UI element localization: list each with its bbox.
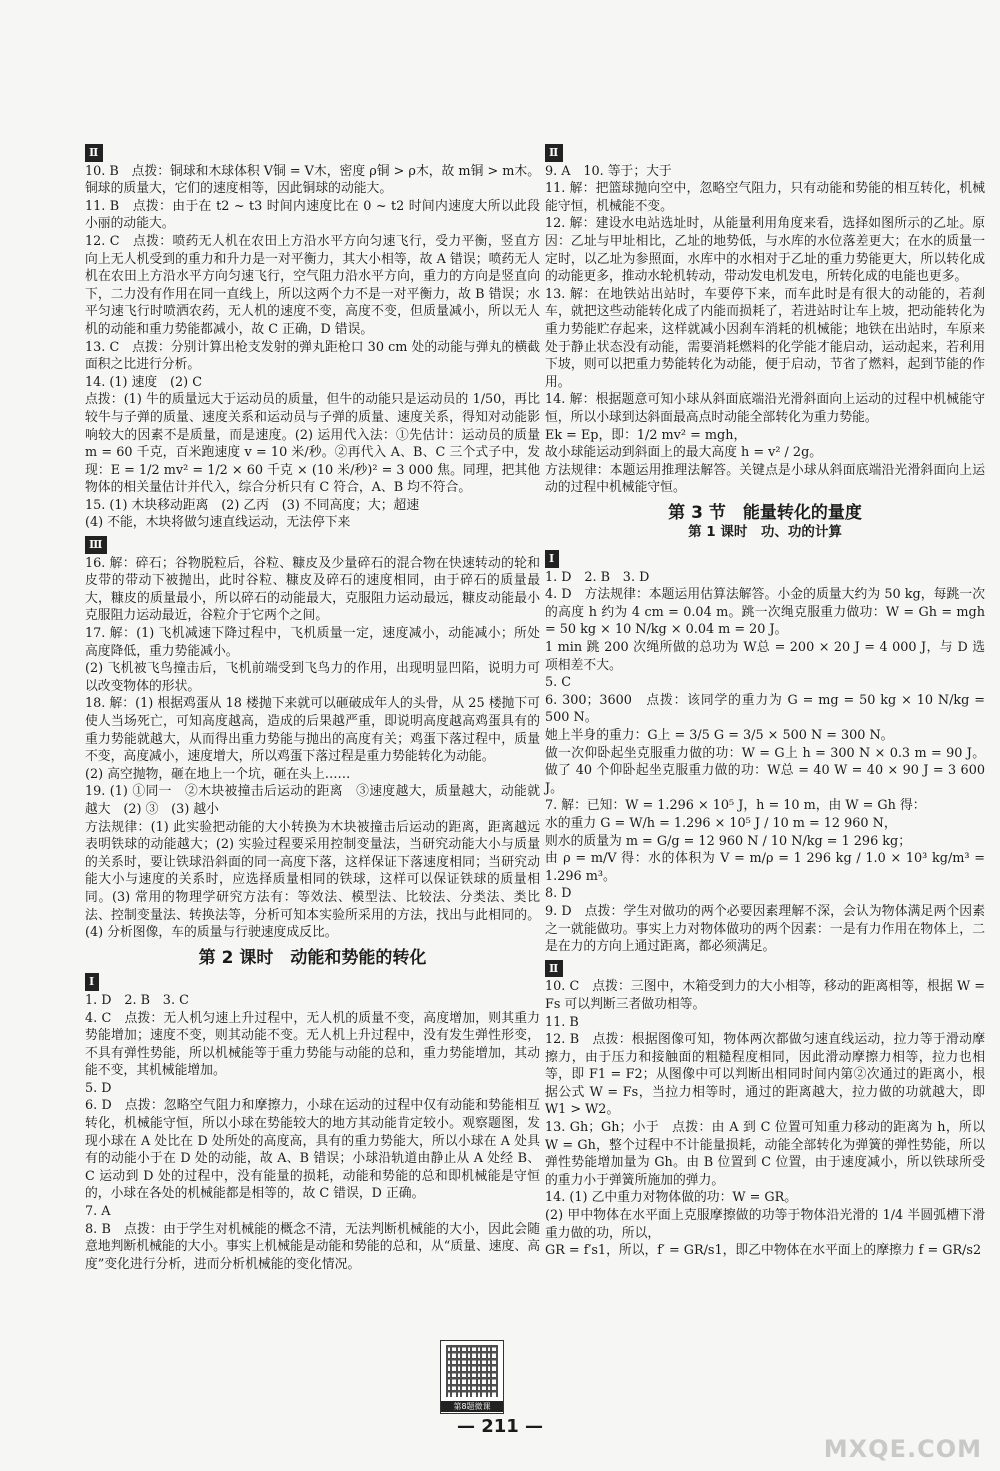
answer-item: 8. B 点拨：由于学生对机械能的概念不清，无法判断机械能的大小，因此会随意地判断机械能的大小。事实上机械能是动能和势能的总和，从“质量、速度、高度”变化进行分析，进而分析机械能的变化情况。 [85, 1221, 540, 1272]
level-marker: Ⅰ [545, 550, 559, 568]
answer-item: 16. 解：碎石；谷物脱粒后，谷粒、糠皮及少量碎石的混合物在快速转动的轮和皮带的带动下被抛出，此时谷粒、糠皮及碎石的速度相同，由于碎石的质量最大，糠皮的质量最小，所以碎石的动能最大，克服阻力运动最远，糠皮动能最小克服阻力运动最近，谷粒介于它两个之间。 [85, 555, 540, 624]
answer-item: (2) 甲中物体在水平面上克服摩擦做的功等于物体沿光滑的 1/4 半圆弧槽下滑重力做的功，所以， [545, 1208, 985, 1241]
qr-code[interactable] [440, 1340, 504, 1414]
answer-item: (4) 不能，木块将做匀速直线运动，无法停下来 [85, 515, 351, 531]
answer-item: 点拨：(1) 牛的质量远大于运动员的质量，但牛的动能只是运动员的 1/50，再比较牛与子弹的质量、速度关系和运动员与子弹的质量、速度关系，得知对动能影响较大的因素不是质量，而是速度。(2) 运用代入法：①先估计：运动员的质量 m = 60 千克，百米跑速度 v = 10 米/秒。②再代入 A、B、C 三个式子中，发现：E = 1/2 mv² = 1/2 × 60 千克 × (10 米/秒)² = 3 000 焦。同理，把其他物体的相关量估计并代入，综合分析只有 C 符合，A、B 均不符合。 [85, 392, 540, 496]
answer-item: 12. B 点拨：根据图像可知，物体两次都做匀速直线运动，拉力等于滑动摩擦力，由于压力和接触面的粗糙程度相同，因此滑动摩擦力相等，拉力也相等，即 F1 = F2；从图像中可以判断出相同时间内第②次通过的距离小，根据公式 W = Fs，当拉力相等时，通过的距离越大，拉力做的功就越大，即 W1 > W2。 [545, 1032, 985, 1118]
answer-item: 方法规律：(1) 此实验把动能的大小转换为木块被撞击后运动的距离，距离越远表明铁球的动能越大；(2) 实验过程要采用控制变量法，当研究动能大小与质量的关系时，要让铁球沿斜面的同一高度下落，这样保证下落速度相同；当研究动能大小与速度的关系时，应选择质量相同的铁球，这样可以保证铁球的质量相同。(3) 常用的物理学研究方法有：等效法、模型法、比较法、分类法、类比法、控制变量法、转换法等，分析可知本实验所采用的方法，找出与此相同的。(4) 分析图像，车的质量与行驶速度成反比。 [85, 819, 540, 941]
level-marker: Ⅱ [85, 144, 103, 162]
answer-item: 11. B [545, 1014, 579, 1030]
answer-item: 11. B 点拨：由于在 t2 ~ t3 时间内速度比在 0 ~ t2 时间内速度大所以此段小丽的动能大。 [85, 198, 540, 232]
answer-item: (2) 飞机被飞鸟撞击后，飞机前端受到飞鸟力的作用，出现明显凹陷，说明力可以改变物体的形状。 [85, 661, 540, 694]
answer-item: 13. 解：在地铁站出站时，车要停下来，而车此时是有很大的动能的，若刹车，就把这些动能转化成了内能而损耗了，若进站时让车上坡，把动能转化为重力势能贮存起来，这样就减小因刹车消耗的机械能；地铁在出站时，车原来处于静止状态没有动能，需要消耗燃料的化学能才能启动，运动起来，若利用下坡，则可以把重力势能转化为动能，便于启动，节省了燃料，起到节能的作用。 [545, 286, 985, 390]
answer-item: 13. C 点拨：分别计算出枪支发射的弹丸距枪口 30 cm 处的动能与弹丸的横截面积之比进行分析。 [85, 339, 540, 373]
answer-item: 14. (1) 速度 (2) C [85, 374, 202, 390]
level-marker: Ⅰ [85, 973, 99, 991]
answer-item: 14. 解：根据题意可知小球从斜面底端沿光滑斜面向上运动的过程中机械能守恒，所以小球到达斜面最高点时动能全部转化为重力势能。 [545, 392, 985, 425]
answer-item: 9. D 点拨：学生对做功的两个必要因素理解不深，会认为物体满足两个因素之一就能做功。事实上力对物体做功的两个因素：一是有力作用在物体上，二是在力的方向上通过距离，都必须满足。 [545, 903, 985, 955]
level-marker: Ⅱ [545, 960, 563, 978]
answer-item: 19. (1) ①同一 ②木块被撞击后运动的距离 ③速度越大，质量越大，动能就越大 (2) ③ (3) 越小 [85, 784, 540, 817]
answer-item: 方法规律：本题运用推理法解答。关键点是小球从斜面底端沿光滑斜面向上运动的过程中机械能守恒。 [545, 462, 985, 496]
section-heading: 第 2 课时 动能和势能的转化 [198, 947, 427, 968]
qr-caption: 第8题微课 [441, 1401, 503, 1412]
answer-item: 7. A [85, 1204, 111, 1220]
answer-item: Ek = Ep，即：1/2 mv² = mgh， [545, 427, 747, 443]
right-column [545, 140, 985, 1260]
section-heading: 第 3 节 能量转化的量度 [668, 502, 862, 523]
lesson-heading: 第 1 课时 功、功的计算 [688, 524, 842, 541]
level-marker: Ⅲ [85, 536, 107, 554]
answer-item: 13. Gh；Gh；小于 点拨：由 A 到 C 位置可知重力移动的距离为 h，所以 W = Gh，整个过程中不计能量损耗，动能全部转化为弹簧的弹性势能，所以弹性势能增加量为 Gh。由 B 位置到 C 位置，由于速度减小，所以铁球所受的重力小于弹簧所施加的弹力。 [545, 1120, 985, 1188]
answer-item: 7. 解：已知：W = 1.296 × 10⁵ J，h = 10 m，由 W = Gh 得： [545, 798, 926, 814]
answer-item: 5. C [545, 675, 572, 691]
answer-item: 6. D 点拨：忽略空气阻力和摩擦力，小球在运动的过程中仅有动能和势能相互转化，机械能守恒，所以小球在势能较大的地方其动能肯定较小。观察题图，发现小球在 A 处比在 D 处所处的高度高，具有的重力势能大，所以小球在 A 处具有的动能小于在 D 处的动能，故 A、B 错误；小球沿轨道由静止从 A 处经 B、C 运动到 D 处的过程中，没有能量的损耗，动能和势能的总和即机械能是守恒的，小球在各处的机械能都是相等的，故 C 错误，D 正确。 [85, 1098, 540, 1202]
answer-item: 4. C 点拨：无人机匀速上升过程中，无人机的质量不变，高度增加，则其重力势能增加；速度不变，则其动能不变。无人机上升过程中，没有发生弹性形变，不具有弹性势能，所以机械能等于重力势能与动能的总和，重力势能增加，其动能不变，其机械能增加。 [85, 1010, 540, 1079]
answer-item: GR = f′s1，所以，f′ = GR/s1，即乙中物体在水平面上的摩擦力 f = GR/s2 [545, 1243, 982, 1259]
answer-item: 1. D 2. B 3. C [85, 992, 189, 1008]
answer-item: 10. C 点拨：三图中，木箱受到力的大小相等，移动的距离相等，根据 W = Fs 可以判断三者做功相等。 [545, 979, 985, 1012]
answer-item: 她上半身的重力：G上 = 3/5 G = 3/5 × 500 N = 300 N。 [545, 728, 894, 743]
answer-item: 9. A 10. 等于；大于 [545, 163, 672, 179]
answer-item: 则水的质量为 m = G/g = 12 960 N / 10 N/kg = 1 296 kg； [545, 833, 912, 849]
level-marker: Ⅱ [545, 144, 563, 162]
answer-item: 5. D [85, 1080, 112, 1096]
answer-item: 18. 解：(1) 根据鸡蛋从 18 楼抛下来就可以砸破成年人的头骨，从 25 楼抛下可使人当场死亡，可知高度越高，造成的后果越严重，即说明高度越高鸡蛋具有的重力势能就越大，从而得出重力势能与抛出的高度有关；鸡蛋下落过程中，质量不变，高度减小，速度增大，所以鸡蛋下落过程是重力势能转化为动能。 [85, 696, 540, 765]
answer-item: 14. (1) 乙中重力对物体做的功：W = GR。 [545, 1190, 798, 1206]
answer-item: 故小球能运动到斜面上的最大高度 h = v² / 2g。 [545, 445, 823, 461]
qr-code-pattern [446, 1345, 498, 1397]
answer-item: (2) 高空抛物，砸在地上一个坑，砸在头上…… [85, 766, 351, 782]
answer-item: 水的重力 G = W/h = 1.296 × 10⁵ J / 10 m = 12 960 N， [545, 815, 897, 831]
answer-item: 11. 解：把篮球抛向空中，忽略空气阻力，只有动能和势能的相互转化，机械能守恒，机械能不变。 [545, 181, 985, 214]
answer-item: 做一次仰卧起坐克服重力做的功：W = G上 h = 300 N × 0.3 m = 90 J。做了 40 个仰卧起坐克服重力做的功：W总 = 40 W = 40 × 90 J = 3 600 J。 [545, 745, 985, 796]
answer-item: 1 min 跳 200 次绳所做的总功为 W总 = 200 × 20 J = 4 000 J，与 D 选项相差不大。 [545, 640, 985, 673]
page-number: — 211 — [456, 1416, 544, 1437]
answer-item: 10. B 点拨：铜球和木球体积 V铜 = V木，密度 ρ铜 > ρ木，故 m铜 > m木。铜球的质量大，它们的速度相等，因此铜球的动能大。 [85, 163, 540, 197]
answer-item: 4. D 方法规律：本题运用估算法解答。小金的质量大约为 50 kg，每跳一次的高度 h 约为 4 cm = 0.04 m。跳一次绳克服重力做功：W = Gh = mgh = 50 kg × 10 N/kg × 0.04 m = 20 J。 [545, 587, 985, 638]
answer-item: 15. (1) 木块移动距离 (2) 乙丙 (3) 不同高度；大；超速 [85, 497, 420, 513]
left-column [85, 140, 540, 1273]
answer-item: 1. D 2. B 3. D [545, 569, 650, 585]
answer-item: 12. 解：建设水电站选址时，从能量利用角度来看，选择如图所示的乙址。原因：乙址与甲址相比，乙址的地势低，与水库的水位落差更大；在水的质量一定时，以乙址为参照面，水库中的水相对于乙址的重力势能更大，所以转化成的动能更多，推动水轮机转动，带动发电机发电，所转化成的电能也更多。 [545, 216, 985, 285]
answer-item: 8. D [545, 886, 572, 902]
watermark: MXQE.COM [823, 1435, 982, 1463]
answer-item: 6. 300；3600 点拨：该同学的重力为 G = mg = 50 kg × 10 N/kg = 500 N。 [545, 692, 985, 726]
answer-item: 12. C 点拨：喷药无人机在农田上方沿水平方向匀速飞行，受力平衡，竖直方向上无人机受到的重力和升力是一对平衡力，其大小相等，故 A 错误；喷药无人机在农田上方沿水平方向匀速飞行，空气阻力沿水平方向，重力的方向是竖直向下，二力没有作用在同一直线上，所以这两个力不是一对平衡力，故 B 错误；水平匀速飞行时喷洒农药，无人机的速度不变，高度不变，但质量减小，所以无人机的动能和重力势能都减小，故 C 正确，D 错误。 [85, 233, 540, 337]
answer-item: 由 ρ = m/V 得：水的体积为 V = m/ρ = 1 296 kg / 1.0 × 10³ kg/m³ = 1.296 m³。 [545, 851, 985, 884]
answer-item: 17. 解：(1) 飞机减速下降过程中，飞机质量一定，速度减小，动能减小；所处高度降低，重力势能减小。 [85, 626, 540, 659]
